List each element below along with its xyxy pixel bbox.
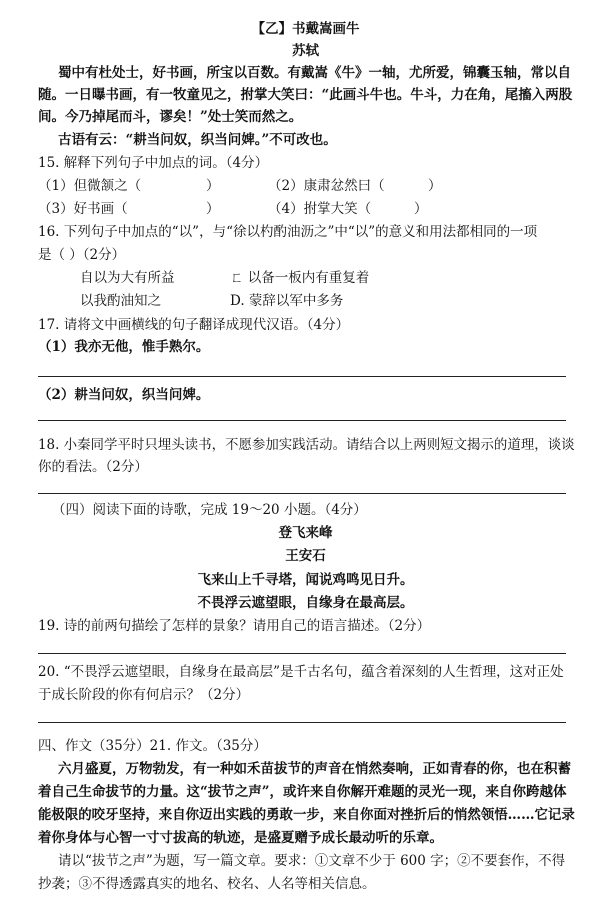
answer-line[interactable] — [38, 420, 566, 421]
q15-item-3-close: ） — [206, 201, 220, 217]
answer-line[interactable] — [38, 722, 566, 723]
question-20-line-1: 20. “不畏浮云遮望眼，自缘身在最高层”是千古名句，蕴含着深刻的人生哲理，这对正处 — [38, 664, 564, 680]
q15-item-2: （2）康肃忿然曰（ — [268, 178, 385, 194]
q16-option-c: ㄈ 以备一板内有重复着 — [230, 270, 370, 286]
poem-title: 登飞来峰 — [278, 525, 333, 541]
q16-option-a: 自以为大有所益 — [80, 270, 175, 286]
section-author: 苏轼 — [292, 43, 319, 59]
text-line: 间。今乃掉尾而斗，谬矣！”处士笑而然之。 — [38, 109, 303, 125]
text-line: 蜀中有杜处士，好书画，所宝以百数。有戴嵩《牛》一轴，尤所爱，锦囊玉轴，常以自 — [58, 65, 571, 81]
q17-sentence-1: （1）我亦无他，惟手熟尔。 — [38, 339, 210, 355]
question-20-line-2: 于成长阶段的你有何启示？（2分） — [38, 687, 250, 703]
question-15-stem: 15. 解释下列句子中加点的词。（4分） — [38, 155, 269, 171]
question-16-stem: 16. 下列句子中加点的“以”，与“徐以杓酌油沥之”中“以”的意义和用法都相同的一项 — [38, 224, 538, 240]
question-16-stem-2: 是（ ）（2分） — [38, 247, 126, 263]
q15-item-4-close: ） — [414, 201, 428, 217]
question-18-line-2: 你的看法。（2分） — [38, 459, 148, 475]
q16-option-d: D. 蒙辞以军中多务 — [230, 293, 344, 309]
q15-item-1: （1）但微颔之（ — [38, 178, 142, 194]
answer-line[interactable] — [38, 653, 566, 654]
answer-line[interactable] — [38, 493, 566, 494]
poem-verse-1: 飞来山上千寻塔，闻说鸡鸣见日升。 — [197, 572, 414, 588]
essay-prompt-line: 能极限的咬牙坚持，来自你迈出实践的勇敢一步，来自你面对挫折后的悄然领悟……它记录 — [38, 807, 575, 823]
q15-item-4: （4）拊掌大笑（ — [268, 201, 372, 217]
text-line: 古语有云：“耕当问奴，织当问婢。”不可改也。 — [58, 132, 337, 148]
essay-prompt-line: 着自己生命拔节的力量。这“拔节之声”，或许来自你解开难题的灵光一现，来自你跨越体 — [38, 784, 567, 800]
question-18-line-1: 18. 小秦同学平时只埋头读书，不愿参加实践活动。请结合以上两则短文揭示的道理，谈谈 — [38, 437, 575, 453]
question-17-stem: 17. 请将文中画横线的句子翻译成现代汉语。（4分） — [38, 317, 350, 333]
poem-verse-2: 不畏浮云遮望眼，自缘身在最高层。 — [197, 595, 414, 611]
part-4-heading: （四）阅读下面的诗歌，完成 19～20 小题。（4分） — [52, 502, 367, 518]
answer-line[interactable] — [38, 376, 566, 377]
q16-option-b: 以我酌油知之 — [80, 293, 161, 309]
essay-prompt-line: 着你身体与心智一寸寸拔高的轨迹，是盛夏赠予成长最动听的乐章。 — [38, 830, 443, 846]
q17-sentence-2: （2）耕当问奴，织当问婢。 — [38, 387, 210, 403]
essay-heading: 四、作文（35分）21. 作文。（35分） — [38, 738, 267, 754]
poem-author: 王安石 — [285, 548, 326, 564]
essay-requirements-line: 抄袭；③不得透露真实的地名、校名、人名等相关信息。 — [38, 876, 376, 892]
q15-item-3: （3）好书画（ — [38, 201, 128, 217]
question-19-stem: 19. 诗的前两句描绘了怎样的景象？请用自己的语言描述。（2分） — [38, 618, 431, 634]
q15-item-1-close: ） — [206, 178, 220, 194]
essay-requirements-line: 请以“拔节之声”为题，写一篇文章。要求：①文章不少于 600 字；②不要套作，不得 — [58, 853, 566, 869]
essay-prompt-line: 六月盛夏，万物勃发，有一种如禾苗拔节的声音在悄然奏响，正如青春的你，也在积蓄 — [58, 761, 571, 777]
text-line: 随。一日曝书画，有一牧童见之，拊掌大笑曰：“此画斗牛也。牛斗，力在角，尾搐入两股 — [38, 87, 573, 103]
q15-item-2-close: ） — [428, 178, 442, 194]
section-title: 【乙】书戴嵩画牛 — [251, 21, 360, 37]
